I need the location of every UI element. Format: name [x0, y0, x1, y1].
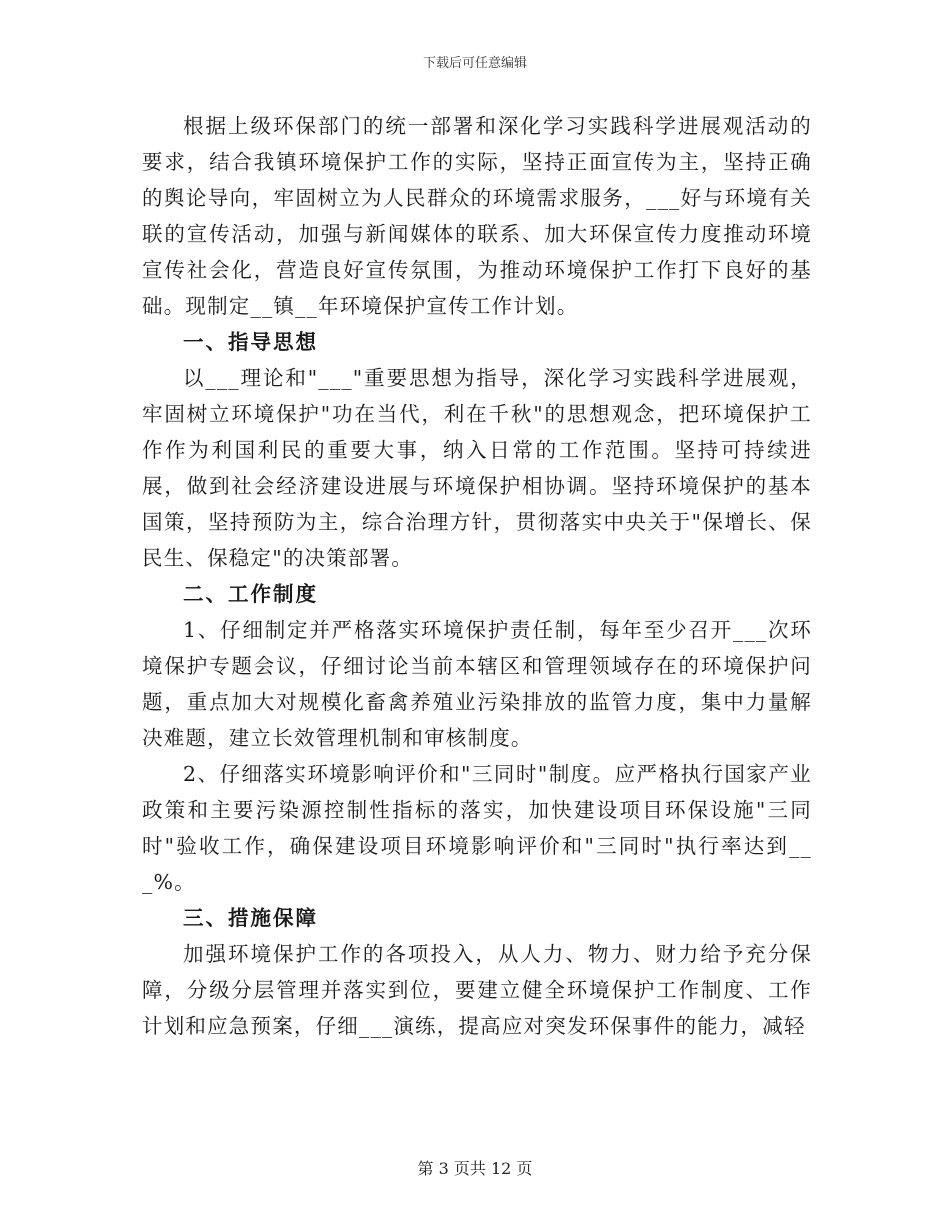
intro-paragraph: 根据上级环保部门的统一部署和深化学习实践科学进展观活动的要求，结合我镇环境保护工作的实际，坚持正面宣传为主，坚持正确的舆论导向，牢固树立为人民群众的环境需求服务，___好与环境有关联的宣传活动，加强与新闻媒体的联系、加大环保宣传力度推动环境宣传社会化，营造良好宣传氛围，为推动环境保护工作打下良好的基础。现制定__镇__年环境保护宣传工作计划。 — [142, 114, 812, 318]
page-number: 第 3 页共 12 页 — [417, 1159, 533, 1178]
measures-paragraph: 加强环境保护工作的各项投入，从人力、物力、财力给予充分保障，分级分层管理并落实到位，要建立健全环境保护工作制度、工作计划和应急预案，仔细___演练，提高应对突发环保事件的能力，减轻 — [142, 942, 812, 1038]
work-system-item-1: 1、仔细制定并严格落实环境保护责任制，每年至少召开___次环境保护专题会议，仔细讨论当前本辖区和管理领域存在的环境保护问题，重点加大对规模化畜禽养殖业污染排放的监管力度，集中力量解决难题，建立长效管理机制和审核制度。 — [142, 618, 812, 750]
page-header-note: 下载后可任意编辑 — [422, 56, 527, 71]
guiding-ideology-paragraph: 以___理论和"___"重要思想为指导，深化学习实践科学进展观，牢固树立环境保护"功在当代，利在千秋"的思想观念，把环境保护工作作为利国利民的重要大事，纳入日常的工作范围。坚持可持续进展，做到社会经济建设进展与环境保护相协调。坚持环境保护的基本国策，坚持预防为主，综合治理方针，贯彻落实中央关于"保增长、保民生、保稳定"的决策部署。 — [142, 366, 812, 570]
document-body — [142, 108, 812, 1044]
section-heading-measures: 三、措施保障 — [183, 906, 318, 930]
work-system-item-2: 2、仔细落实环境影响评价和"三同时"制度。应严格执行国家产业政策和主要污染源控制性指标的落实，加快建设项目环保设施"三同时"验收工作，确保建设项目环境影响评价和"三同时"执行率达到___%。 — [142, 762, 812, 894]
section-heading-guiding-ideology: 一、指导思想 — [183, 330, 318, 354]
section-heading-work-system: 二、工作制度 — [183, 582, 318, 606]
